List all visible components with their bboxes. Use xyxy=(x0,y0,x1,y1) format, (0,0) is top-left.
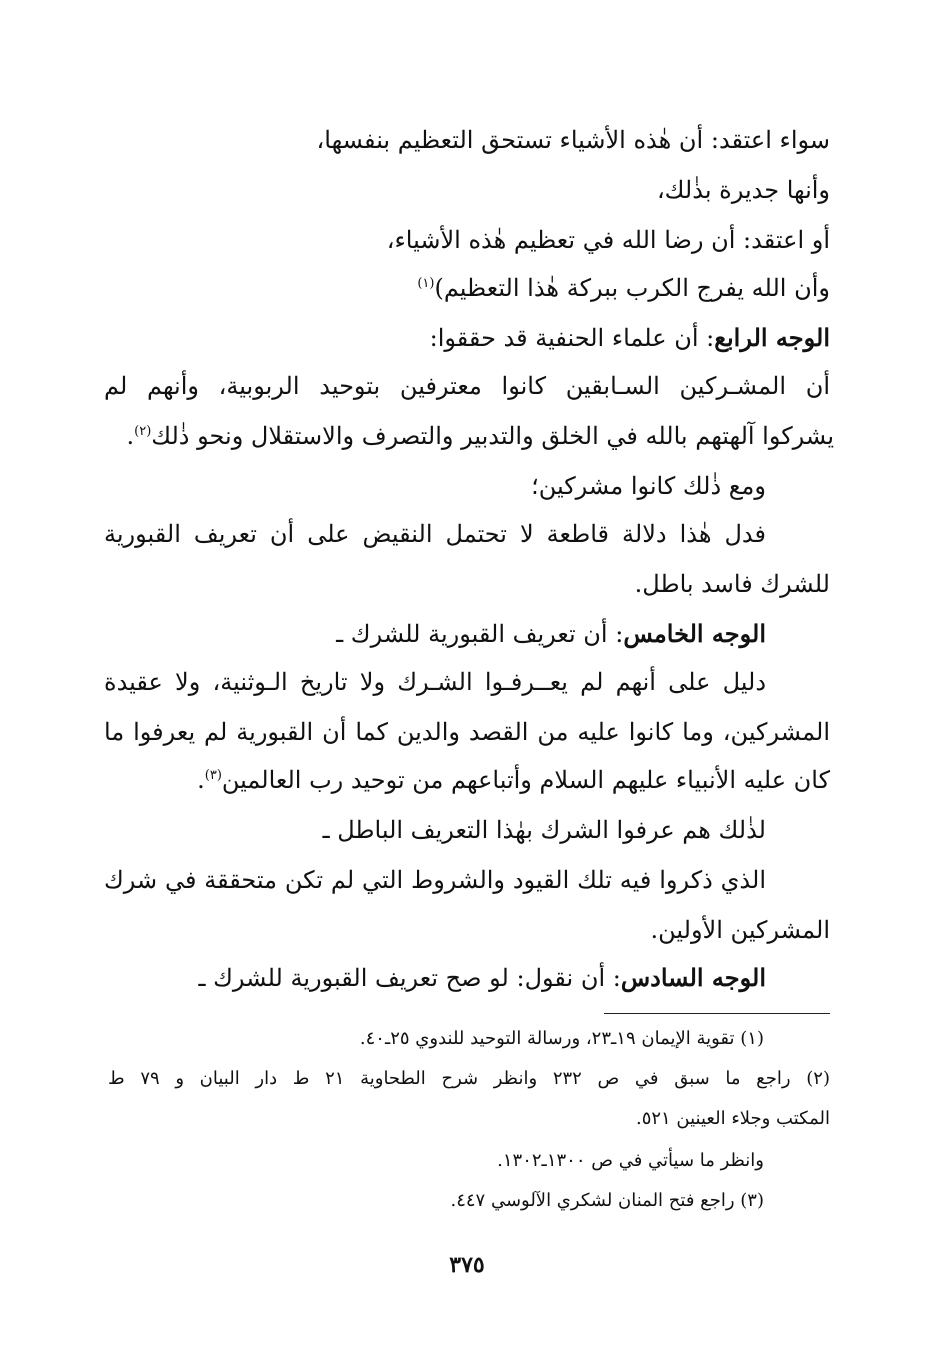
footnote-text: (٢) راجع ما سبق في ص ٢٣٢ وانظر شرح الطحاوية ٢١ ط دار البيان و ٧٩ ط xyxy=(108,1068,830,1089)
text-line xyxy=(104,662,766,702)
footnote-separator xyxy=(604,1013,830,1014)
section-heading-line xyxy=(430,318,830,358)
line-text: المشركين الأولين. xyxy=(650,916,830,944)
page-number: ٣٧٥ xyxy=(449,1252,485,1278)
section-heading-line xyxy=(198,958,766,998)
line-text: فدل هٰذا دلالة قاطعة لا تحتمل النقيض على أن تعريف القبورية xyxy=(104,520,766,548)
footnote-marker: (٣) xyxy=(204,768,222,783)
footnote-marker: (١) xyxy=(417,276,435,291)
line-text: : أن تعريف القبورية للشرك ـ xyxy=(336,620,624,648)
line-text: وأنها جديرة بذٰلك، xyxy=(656,176,830,204)
text-line xyxy=(531,466,766,506)
text-line xyxy=(104,860,766,900)
line-text: المشركين، وما كانوا عليه من القصد والدين كما أن القبورية لم يعرفوا ما xyxy=(104,718,830,746)
line-text: لذٰلك هم عرفوا الشرك بهٰذا التعريف الباطل ـ xyxy=(322,816,766,844)
footnote-text: (١) تقوية الإيمان ١٩ـ٢٣، ورسالة التوحيد للندوي ٢٥ـ٤٠. xyxy=(359,1028,764,1049)
footnote-continuation xyxy=(497,1146,764,1176)
line-text: . xyxy=(126,422,135,450)
section-heading-line xyxy=(336,614,766,654)
footnote-text: (٣) راجع فتح المنان لشكري الآلوسي ٤٤٧. xyxy=(450,1190,764,1211)
footnote-marker: (٢) xyxy=(134,424,152,439)
footnote xyxy=(108,1064,830,1094)
text-line xyxy=(651,910,830,950)
line-text: : أن علماء الحنفية قد حققوا: xyxy=(429,324,715,352)
section-heading: الوجه الخامس xyxy=(623,619,766,648)
line-text: ومع ذٰلك كانوا مشركين؛ xyxy=(531,472,766,500)
line-text: يشركوا آلهتهم بالله في الخلق والتدبير والتصرف والاستقلال ونحو ذٰلك xyxy=(151,422,834,450)
line-text: : أن نقول: لو صح تعريف القبورية للشرك ـ xyxy=(198,964,621,992)
line-text: سواء اعتقد: أن هٰذه الأشياء تستحق التعظيم بنفسها، xyxy=(316,126,830,154)
line-text: دليل على أنهم لم يعــرفـوا الشـرك ولا تاريخ الـوثنية، ولا عقيدة xyxy=(104,668,766,696)
text-line xyxy=(104,712,830,752)
text-line xyxy=(657,170,830,210)
text-line xyxy=(197,760,830,800)
text-line xyxy=(323,810,766,850)
footnote-continuation xyxy=(636,1104,830,1134)
line-text: أن المشـركين السـابقين كانوا معترفين بتوحيد الربوبية، وأنهم لم xyxy=(104,372,830,400)
footnote xyxy=(360,1024,764,1054)
footnote-text: وانظر ما سيأتي في ص ١٣٠٠ـ١٣٠٢. xyxy=(497,1150,764,1171)
text-line xyxy=(126,416,834,456)
text-line xyxy=(387,220,830,260)
line-text: الذي ذكروا فيه تلك القيود والشروط التي لم تكن متحققة في شرك xyxy=(104,866,766,894)
text-line xyxy=(635,564,830,604)
text-line xyxy=(104,514,766,554)
line-text: . xyxy=(197,766,205,794)
section-heading: الوجه الرابع xyxy=(714,323,830,352)
line-text: للشرك فاسد باطل. xyxy=(634,570,830,598)
footnote-text: المكتب وجلاء العينين ٥٢١. xyxy=(635,1108,830,1129)
line-text: كان عليه الأنبياء عليهم السلام وأتباعهم من توحيد رب العالمين xyxy=(221,766,830,794)
text-line xyxy=(417,268,830,308)
text-line xyxy=(317,120,830,160)
footnote xyxy=(450,1186,764,1216)
line-text: وأن الله يفرج الكرب ببركة هٰذا التعظيم) xyxy=(434,274,830,302)
section-heading: الوجه السادس xyxy=(620,963,766,992)
text-line xyxy=(104,366,830,406)
line-text: أو اعتقد: أن رضا الله في تعظيم هٰذه الأشياء، xyxy=(386,226,830,254)
